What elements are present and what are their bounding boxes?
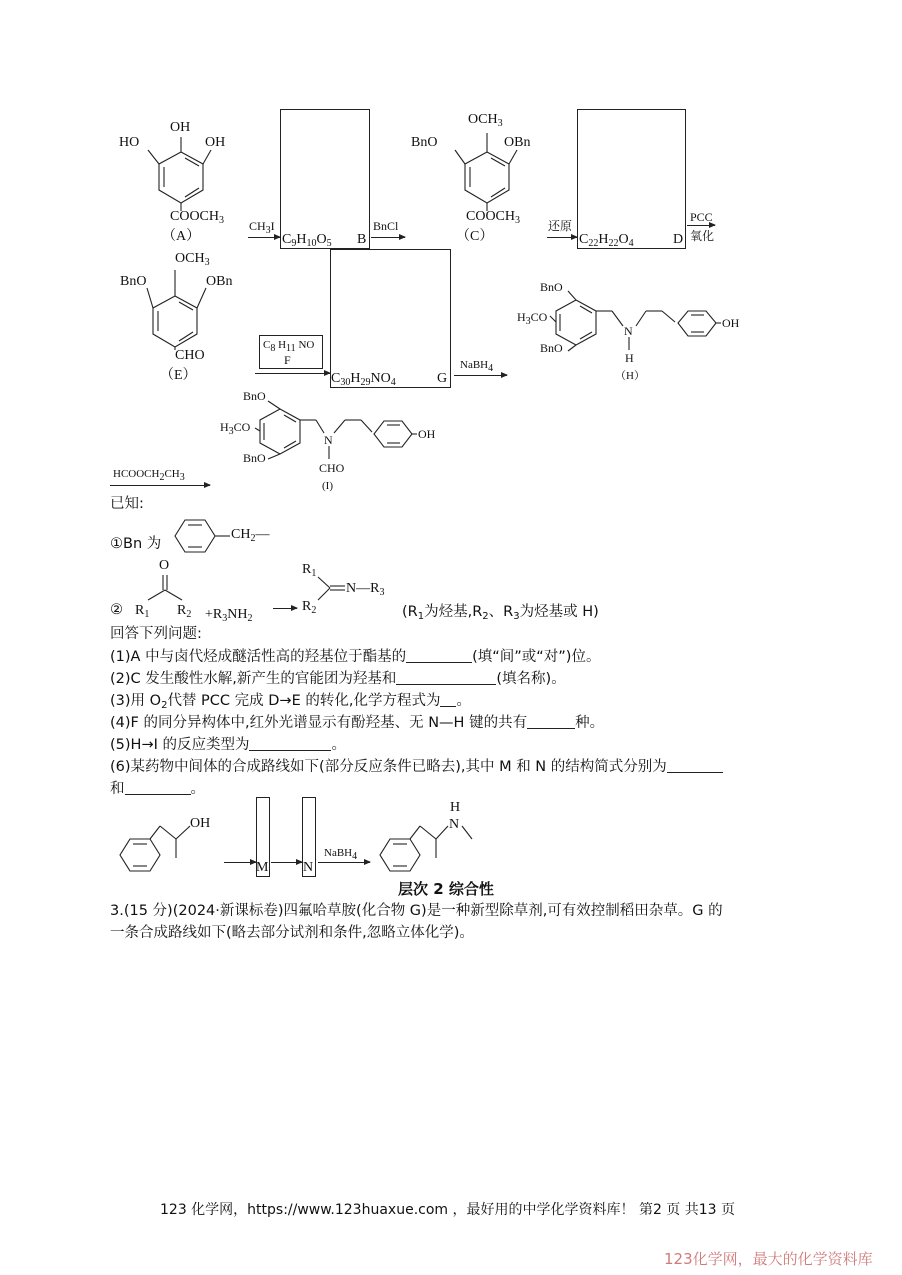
c-label: （C） [456,229,494,244]
box-b [280,109,370,249]
m-letter: M [256,860,269,875]
a-oh-top: OH [170,120,191,135]
c-bno: BnO [411,135,438,150]
known-title: 已知: [110,496,144,512]
q1-answer-blank[interactable] [406,648,472,663]
q6-answer-blank-n[interactable] [125,780,191,795]
q3-answer-blank[interactable] [440,692,456,707]
step1-reagent: $CH_3I$ [249,219,275,236]
step7-arrow [110,485,210,486]
d-letter: D [673,232,684,247]
e-obn: OBn [206,274,233,289]
i-bno1: BnO [243,389,266,403]
question-2: (2)C 发生酸性水解,新产生的官能团为羟基和 (填名称)。 [110,671,566,687]
question-4: (4)F 的同分异构体中,红外光谱显示有酚羟基、无 N—H 键的共有 种。 [110,715,605,731]
product-n: N [449,817,460,832]
step2-arrow [371,237,405,238]
a-label: （A） [162,229,201,244]
product-h: H [450,800,461,815]
imine-r1: $R_1$ [302,562,317,579]
e-bno: BnO [120,274,147,289]
question-6: (6)某药物中间体的合成路线如下(部分反应条件已略去),其中 M 和 N 的结构简式分别为 [110,758,723,776]
carbonyl-r1: $R_1$ [135,603,150,620]
h-bno1: BnO [540,280,563,294]
q3-line-1: 3.(15 分)(2024·新课标卷)四氟哈草胺(化合物 G)是一种新型除草剂,可有效控制稻田杂草。G 的 [110,903,723,919]
known-item1: ①Bn 为 [110,536,162,552]
step3-reagent: 还原 [548,219,573,233]
section-title: 层次 2 综合性 [398,880,494,898]
questions-lead: 回答下列问题: [110,626,202,642]
imine-n: $N—R_3$ [346,581,385,598]
b-formula: $C_9H_{10}O_5$ [282,232,332,249]
i-label: (I) [322,480,333,492]
step4-reagent-bottom: 氧化 [690,229,715,243]
question-3: (3)用 $O_2$代替 PCC 完成 D→E 的转化,化学方程式为 。 [110,693,471,711]
q4-answer-blank[interactable] [527,714,575,729]
carbonyl-o: O [159,558,170,573]
step4-reagent-top: PCC [690,210,713,224]
known-item2: ② [110,602,123,618]
q2-answer-blank[interactable] [396,670,496,685]
step7-reagent: $HCOOCH_2CH_3$ [113,468,185,483]
h-n: N [624,324,633,338]
c-ester: $COOCH_3$ [466,209,521,226]
step5-arrow [255,373,330,374]
step6-arrow [454,375,507,376]
step3-arrow [547,237,577,238]
h-bno2: BnO [540,341,563,355]
box-g [330,249,451,388]
route6-reagent: NaBH$_4$ [324,847,358,862]
h-h: H [625,351,634,365]
benzyl-group: $CH_2—$ [231,527,270,544]
f-formula: $C_8$ $H_{11}$ NO [263,339,315,354]
f-letter: F [284,353,291,367]
h-h3co: $H_3CO$ [517,310,548,327]
i-cho: CHO [319,461,345,475]
a-ester: $COOCH_3$ [170,209,225,226]
c-obn: OBn [504,135,531,150]
g-letter: G [437,371,448,386]
i-h3co: $H_3CO$ [220,420,251,437]
known-note: ($R_1$为烃基$,R_2$、$R_3$为烃基或 H) [402,604,599,622]
question-6-cont: 和 。 [110,781,205,797]
step6-reagent: NaBH$_4$ [460,359,494,374]
a-oh-right: OH [205,135,226,150]
e-label: （E） [160,368,197,383]
route6-product-structure [0,0,1,1]
i-n: N [324,433,333,447]
known-arrow [273,608,297,609]
route6-oh: OH [190,816,211,831]
d-formula: $C_{22}H_{22}O_4$ [579,232,634,249]
e-ome: $OCH_3$ [175,251,210,268]
route6-arrow-1 [224,862,256,863]
c-ome: $OCH_3$ [468,112,503,129]
h-label: （H） [615,370,645,382]
question-5: (5)H→I 的反应类型为 。 [110,737,346,753]
n-letter: N [303,860,314,875]
q3-line-2: 一条合成路线如下(略去部分试剂和条件,忽略立体化学)。 [110,925,474,941]
box-d [577,109,686,249]
question-1: (1)A 中与卤代烃成醚活性高的羟基位于酯基的 (填“间”或“对”)位。 [110,649,601,665]
q5-answer-blank[interactable] [249,736,331,751]
e-cho: CHO [175,348,205,363]
q6-answer-blank-m[interactable] [667,758,723,773]
b-letter: B [357,232,367,247]
step2-reagent: BnCl [373,219,399,233]
g-formula: $C_{30}H_{29}NO_4$ [331,371,396,388]
route6-arrow-3 [318,862,370,863]
watermark: 123化学网，最大的化学资料库 [664,1250,873,1268]
carbonyl-r2: $R_2$ [177,603,192,620]
step1-arrow [248,237,280,238]
h-oh: OH [722,316,740,330]
route6-arrow-2 [271,862,302,863]
a-ho-left: HO [119,135,140,150]
i-bno2: BnO [243,451,266,465]
imine-r2: $R_2$ [302,599,317,616]
i-oh: OH [418,427,436,441]
step4-arrow [687,225,715,226]
page-footer: 123 化学网，https://www.123huaxue.com ，最好用的中学化学资料库！ 第2 页 共13 页 [160,1202,736,1218]
amine-reagent: $+R_3NH_2$ [205,607,253,624]
